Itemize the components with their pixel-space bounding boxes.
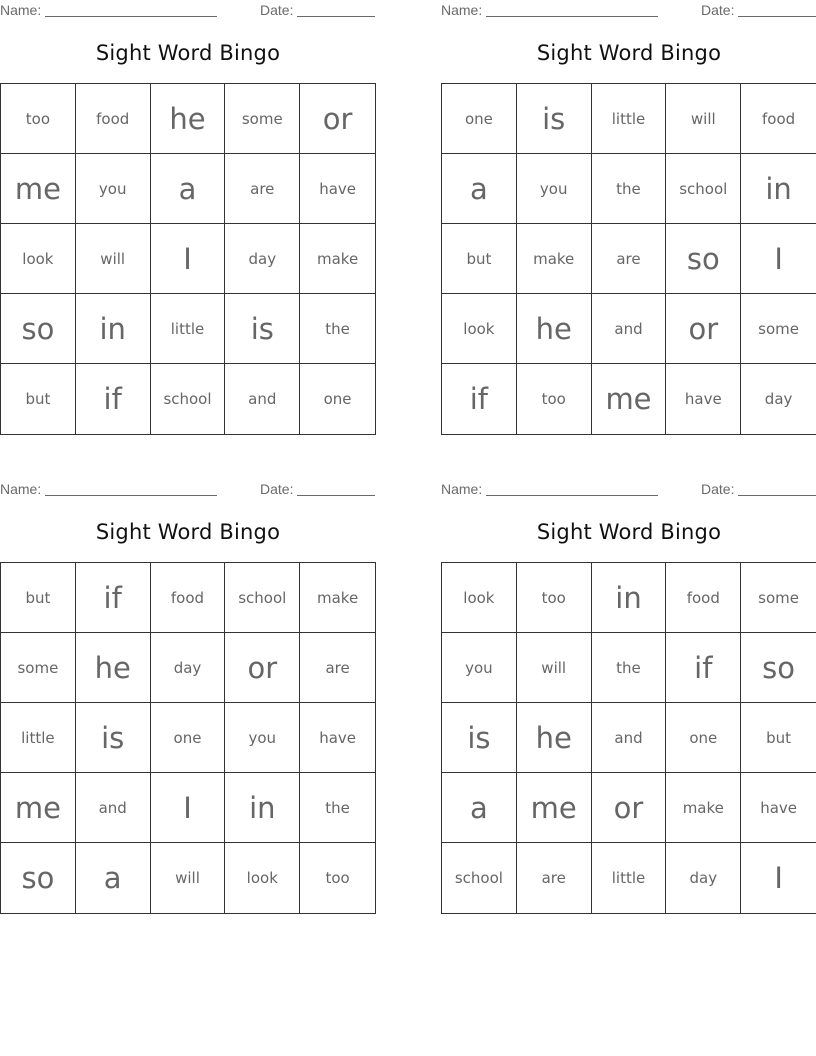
date-write-line xyxy=(738,16,816,17)
bingo-cell: one xyxy=(666,703,741,773)
card-header xyxy=(0,0,376,22)
bingo-cell: I xyxy=(151,224,226,294)
bingo-cell: or xyxy=(592,773,667,843)
bingo-cell: me xyxy=(1,773,76,843)
card-title: Sight Word Bingo xyxy=(536,41,722,65)
bingo-cell: little xyxy=(1,703,76,773)
date-write-line xyxy=(297,495,375,496)
bingo-cell: look xyxy=(225,843,300,913)
bingo-cell: school xyxy=(225,563,300,633)
bingo-cell: have xyxy=(741,773,816,843)
name-label: Name: xyxy=(441,481,483,497)
bingo-cell: but xyxy=(741,703,816,773)
bingo-cell: but xyxy=(1,563,76,633)
bingo-cell: little xyxy=(151,294,226,364)
bingo-cell: the xyxy=(300,294,375,364)
bingo-cell: day xyxy=(225,224,300,294)
bingo-cell: in xyxy=(592,563,667,633)
bingo-cell: and xyxy=(225,364,300,434)
bingo-card xyxy=(441,0,816,416)
bingo-cell: you xyxy=(225,703,300,773)
bingo-cell: me xyxy=(517,773,592,843)
card-header xyxy=(0,479,376,501)
bingo-cell: in xyxy=(225,773,300,843)
bingo-cell: will xyxy=(517,633,592,703)
bingo-cell: or xyxy=(300,84,375,154)
bingo-cell: if xyxy=(76,563,151,633)
bingo-cell: look xyxy=(1,224,76,294)
bingo-cell: or xyxy=(225,633,300,703)
bingo-cell: but xyxy=(1,364,76,434)
bingo-cell: a xyxy=(76,843,151,913)
name-write-line xyxy=(45,495,217,496)
bingo-cell: will xyxy=(76,224,151,294)
bingo-cell: in xyxy=(76,294,151,364)
bingo-cell: little xyxy=(592,843,667,913)
bingo-cell: is xyxy=(76,703,151,773)
bingo-cell: too xyxy=(1,84,76,154)
bingo-cell: is xyxy=(225,294,300,364)
bingo-cell: look xyxy=(442,563,517,633)
bingo-cell: have xyxy=(300,703,375,773)
bingo-cell: make xyxy=(666,773,741,843)
bingo-cell: a xyxy=(442,154,517,224)
bingo-cell: if xyxy=(76,364,151,434)
bingo-cell: school xyxy=(151,364,226,434)
bingo-cell: are xyxy=(517,843,592,913)
bingo-cell: food xyxy=(741,84,816,154)
name-write-line xyxy=(486,495,658,496)
bingo-cell: make xyxy=(517,224,592,294)
name-label: Name: xyxy=(441,2,483,18)
bingo-cell: a xyxy=(151,154,226,224)
bingo-cell: if xyxy=(442,364,517,434)
bingo-cell: some xyxy=(741,294,816,364)
card-title: Sight Word Bingo xyxy=(536,520,722,544)
bingo-cell: is xyxy=(442,703,517,773)
bingo-cell: he xyxy=(517,294,592,364)
bingo-cell: day xyxy=(764,390,793,408)
bingo-cell: day xyxy=(666,843,741,913)
bingo-cell: the xyxy=(300,773,375,843)
bingo-cell: and xyxy=(592,294,667,364)
date-label: Date: xyxy=(260,481,294,497)
bingo-grid xyxy=(441,83,816,435)
name-write-line xyxy=(45,16,217,17)
bingo-cell: me xyxy=(592,364,667,434)
bingo-card xyxy=(441,479,816,895)
bingo-cell: if xyxy=(666,633,741,703)
name-label: Name: xyxy=(0,481,42,497)
bingo-cell: too xyxy=(325,869,350,887)
bingo-grid xyxy=(441,562,816,914)
date-write-line xyxy=(738,495,816,496)
bingo-cell: some xyxy=(1,633,76,703)
bingo-cell: you xyxy=(76,154,151,224)
date-label: Date: xyxy=(701,2,735,18)
bingo-cell: food xyxy=(666,563,741,633)
bingo-cell: you xyxy=(517,154,592,224)
bingo-cell: have xyxy=(666,364,741,434)
bingo-card xyxy=(0,0,376,416)
bingo-cell: so xyxy=(666,224,741,294)
bingo-cell: have xyxy=(300,154,375,224)
bingo-grid xyxy=(0,562,376,914)
bingo-cell: a xyxy=(442,773,517,843)
bingo-cell: I xyxy=(741,224,816,294)
name-label: Name: xyxy=(0,2,42,18)
bingo-cell: some xyxy=(741,563,816,633)
name-write-line xyxy=(486,16,658,17)
bingo-cell: so xyxy=(741,633,816,703)
bingo-cell: or xyxy=(666,294,741,364)
bingo-cell: the xyxy=(592,154,667,224)
bingo-cell: and xyxy=(76,773,151,843)
bingo-cell: food xyxy=(76,84,151,154)
bingo-cell: make xyxy=(300,224,375,294)
bingo-cell: will xyxy=(666,84,741,154)
bingo-cell: he xyxy=(517,703,592,773)
bingo-cell: I xyxy=(151,773,226,843)
card-header xyxy=(441,0,816,22)
date-label: Date: xyxy=(260,2,294,18)
bingo-cell: so xyxy=(1,843,76,913)
bingo-cell: are xyxy=(300,633,375,703)
bingo-grid xyxy=(0,83,376,435)
bingo-cell: is xyxy=(517,84,592,154)
bingo-cell: too xyxy=(517,364,592,434)
bingo-cell: are xyxy=(592,224,667,294)
bingo-cell: will xyxy=(151,843,226,913)
bingo-cell: one xyxy=(323,390,352,408)
bingo-card xyxy=(0,479,376,895)
bingo-cell: in xyxy=(741,154,816,224)
bingo-cell: are xyxy=(225,154,300,224)
bingo-cell: little xyxy=(592,84,667,154)
bingo-cell: school xyxy=(442,843,517,913)
bingo-cell: make xyxy=(300,563,375,633)
bingo-cell: food xyxy=(151,563,226,633)
bingo-cell: the xyxy=(592,633,667,703)
bingo-cell: he xyxy=(151,84,226,154)
bingo-cell: but xyxy=(442,224,517,294)
bingo-cell: and xyxy=(592,703,667,773)
bingo-cell: some xyxy=(225,84,300,154)
bingo-cell: he xyxy=(76,633,151,703)
card-header xyxy=(441,479,816,501)
card-title: Sight Word Bingo xyxy=(95,41,281,65)
card-title: Sight Word Bingo xyxy=(95,520,281,544)
bingo-cell: me xyxy=(1,154,76,224)
bingo-cell: too xyxy=(517,563,592,633)
bingo-cell: so xyxy=(1,294,76,364)
bingo-cell: I xyxy=(774,861,783,895)
date-write-line xyxy=(297,16,375,17)
bingo-cell: look xyxy=(442,294,517,364)
bingo-cell: school xyxy=(666,154,741,224)
bingo-cell: one xyxy=(442,84,517,154)
bingo-cell: one xyxy=(151,703,226,773)
bingo-cell: day xyxy=(151,633,226,703)
bingo-cell: you xyxy=(442,633,517,703)
date-label: Date: xyxy=(701,481,735,497)
